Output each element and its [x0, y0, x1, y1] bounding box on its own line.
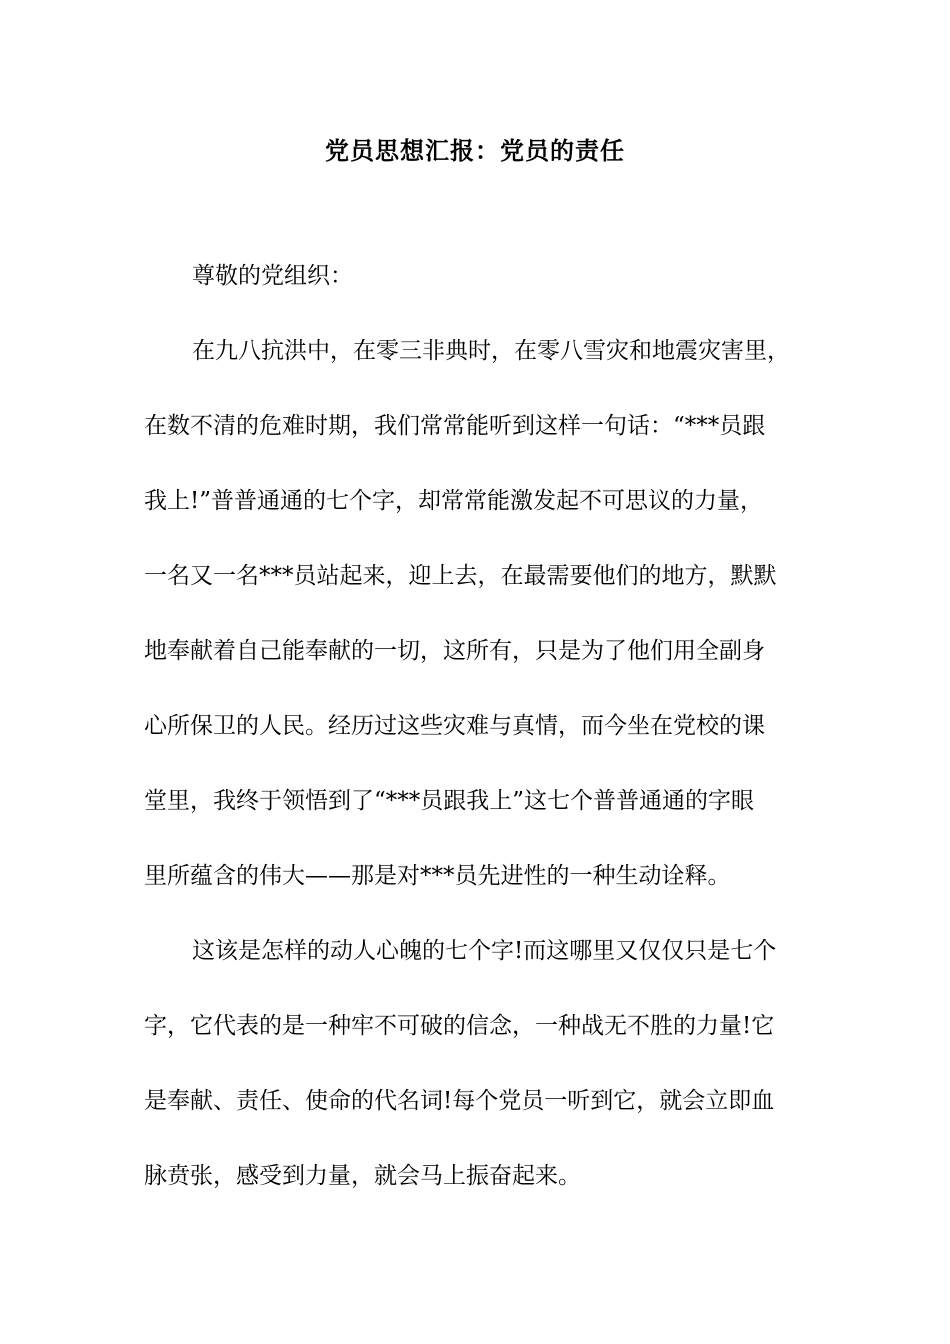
- paragraph-1-line-4: 一名又一名***员站起来，迎上去，在最需要他们的地方，默默: [144, 563, 777, 589]
- paragraph-2-line-2: 字，它代表的是一种牢不可破的信念，一种战无不胜的力量!它: [144, 1013, 775, 1039]
- paragraph-1-line-5: 地奉献着自己能奉献的一切，这所有，只是为了他们用全副身: [144, 638, 765, 664]
- document-title: 党员思想汇报：党员的责任: [325, 136, 625, 165]
- paragraph-1-line-3: 我上!”普普通通的七个字，却常常能激发起不可思议的力量，: [144, 488, 764, 514]
- paragraph-1-line-1: 在九八抗洪中，在零三非典时，在零八雪灾和地震灾害里，: [192, 338, 790, 364]
- salutation: 尊敬的党组织：: [192, 263, 353, 289]
- paragraph-2-line-4: 脉贲张，感受到力量，就会马上振奋起来。: [144, 1163, 581, 1189]
- paragraph-1-line-2: 在数不清的危难时期，我们常常能听到这样一句话：“***员跟: [144, 413, 766, 439]
- paragraph-1-line-6: 心所保卫的人民。经历过这些灾难与真情，而今坐在党校的课: [144, 713, 765, 739]
- paragraph-2-line-1: 这该是怎样的动人心魄的七个字!而这哪里又仅仅只是七个: [192, 938, 777, 964]
- paragraph-1-line-8: 里所蕴含的伟大——那是对***员先进性的一种生动诠释。: [144, 863, 731, 889]
- paragraph-2-line-3: 是奉献、责任、使命的代名词!每个党员一听到它，就会立即血: [144, 1088, 775, 1114]
- paragraph-1-line-7: 堂里，我终于领悟到了“***员跟我上”这七个普普通通的字眼: [144, 788, 755, 814]
